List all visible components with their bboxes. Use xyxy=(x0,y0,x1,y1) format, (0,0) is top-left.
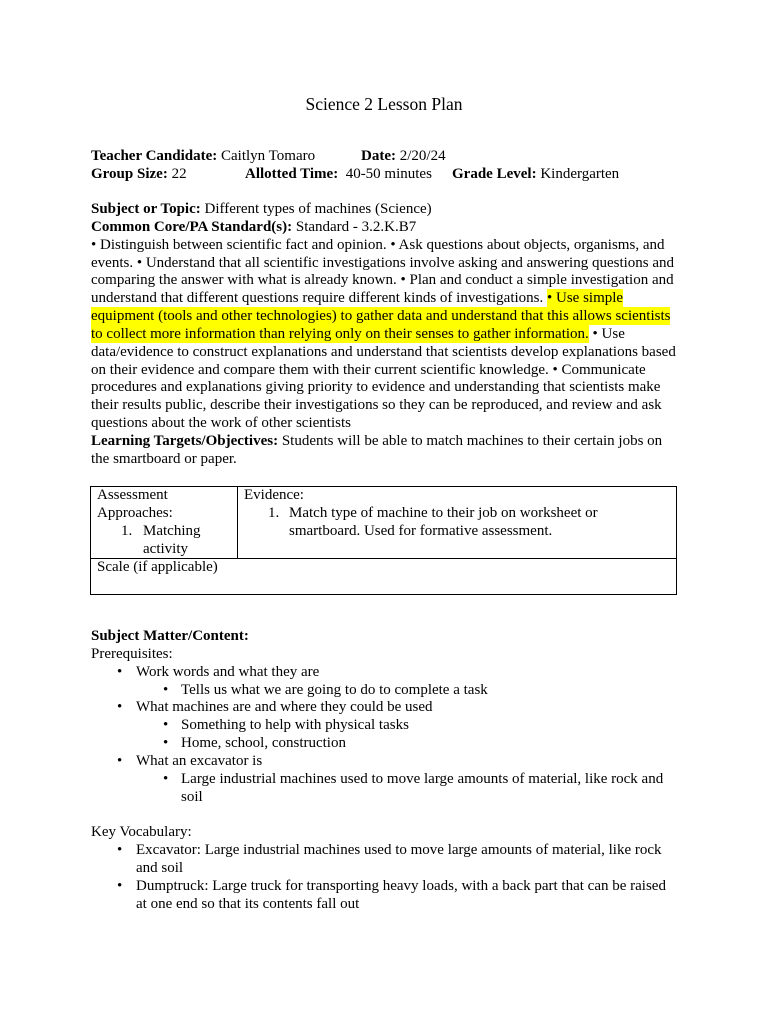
standards-text-line xyxy=(91,379,678,397)
highlighted-standards-text: • Use simple xyxy=(547,290,624,307)
standards-line xyxy=(91,219,678,237)
standards-text: on their evidence and compare them with their current scientific knowledge. • Communicate xyxy=(91,361,646,378)
highlighted-standards-text: equipment (tools and other technologies) to gather data and understand that this allows scientists xyxy=(91,308,671,325)
vocabulary-text: Dumptruck: Large truck for transporting heavy loads, with a back part that can be raised xyxy=(136,877,666,894)
prerequisite-subitem xyxy=(91,771,678,789)
info-line-group-time-grade xyxy=(91,166,678,184)
subject-matter-heading-text: Subject Matter/Content: xyxy=(91,628,249,644)
vocabulary-item xyxy=(91,878,678,896)
standards-text: • Use xyxy=(588,325,625,342)
scale-row xyxy=(91,559,676,594)
standards-text: understand that different questions require different kinds of investigations. xyxy=(91,290,548,307)
bullet-marker: • xyxy=(117,699,123,716)
prerequisite-subtext: Something to help with physical tasks xyxy=(181,717,409,734)
standards-text: comparing the answer with what is already known. • Plan and conduct a simple investigation and xyxy=(91,272,674,289)
scale-label: Scale (if applicable) xyxy=(97,559,218,575)
bullet-marker: • xyxy=(163,770,169,787)
prerequisite-subitem xyxy=(91,717,678,735)
date-label: Date: xyxy=(361,148,396,164)
subject-value: Different types of machines (Science) xyxy=(204,201,432,217)
bullet-marker: • xyxy=(117,877,123,894)
grade-level-field xyxy=(452,166,619,184)
bullet-marker: • xyxy=(163,717,169,734)
spacer xyxy=(91,806,678,824)
approach-item xyxy=(97,523,237,559)
approach-item-text: activity xyxy=(143,540,188,557)
standards-text-line xyxy=(91,290,678,308)
group-size-field xyxy=(91,166,187,184)
group-size-value: 22 xyxy=(171,165,187,182)
evidence-label: Evidence: xyxy=(244,487,304,503)
learning-targets-line xyxy=(91,433,678,451)
grade-level-value: Kindergarten xyxy=(540,165,620,182)
vocabulary-item xyxy=(91,842,678,860)
standards-text-line xyxy=(91,397,678,415)
lesson-details xyxy=(91,201,678,469)
evidence-item-text: Match type of machine to their job on worksheet or xyxy=(289,504,598,521)
evidence-item-text: smartboard. Used for formative assessment. xyxy=(289,522,553,539)
bullet-marker: • xyxy=(117,752,123,769)
assessment-approaches-cell xyxy=(91,487,238,558)
grade-level-label: Grade Level: xyxy=(452,165,537,182)
info-line-teacher-date xyxy=(91,148,678,166)
standards-text: procedures and explanations giving priority to evidence and understanding that scientists make xyxy=(91,379,661,396)
learning-targets-text: the smartboard or paper. xyxy=(91,450,237,467)
bullet-marker: • xyxy=(163,681,169,698)
prerequisite-item xyxy=(91,753,678,771)
prerequisite-subitem xyxy=(91,682,678,700)
assessment-table xyxy=(90,486,677,595)
standards-text: data/evidence to construct explanations and understand that scientists develop explanations based xyxy=(91,343,676,360)
evidence-item-number: 1. xyxy=(268,504,280,521)
vocabulary-item-continued xyxy=(91,860,678,878)
vocabulary-text: and soil xyxy=(136,859,184,876)
group-size-label: Group Size: xyxy=(91,165,168,182)
prerequisite-text: Work words and what they are xyxy=(136,663,320,680)
prerequisites-label: Prerequisites: xyxy=(91,645,173,662)
subject-line xyxy=(91,201,678,219)
standards-text-line xyxy=(91,272,678,290)
standards-text-line xyxy=(91,255,678,273)
learning-targets-label: Learning Targets/Objectives: xyxy=(91,432,279,449)
key-vocabulary-label: Key Vocabulary: xyxy=(91,824,192,841)
bullet-marker: • xyxy=(117,663,123,680)
prerequisite-item xyxy=(91,699,678,717)
teacher-candidate-label: Teacher Candidate: xyxy=(91,148,218,164)
approach-item-number: 1. xyxy=(121,522,133,539)
prerequisite-subtext: Large industrial machines used to move large amounts of material, like rock and xyxy=(181,770,664,787)
learning-targets-line xyxy=(91,451,678,469)
subject-matter-heading xyxy=(91,628,678,646)
standards-text-line xyxy=(91,308,678,326)
standards-text-line xyxy=(91,326,678,344)
teacher-candidate-field xyxy=(91,148,315,166)
standards-text: questions about the work of other scientists xyxy=(91,415,351,432)
evidence-item xyxy=(244,505,676,541)
standards-value: Standard - 3.2.K.B7 xyxy=(295,218,417,235)
prerequisite-subtext: soil xyxy=(181,788,203,805)
approach-item-text: Matching xyxy=(143,522,201,539)
bullet-marker: • xyxy=(117,842,123,859)
standards-text-line xyxy=(91,344,678,362)
standards-text: • Distinguish between scientific fact and opinion. • Ask questions about objects, organisms, and xyxy=(91,236,665,253)
standards-text: events. • Understand that all scientific investigations involve asking and answering questions and xyxy=(91,254,675,271)
subject-label: Subject or Topic: xyxy=(91,201,201,217)
subject-matter-section xyxy=(91,628,678,914)
prerequisite-subitem xyxy=(91,735,678,753)
prerequisite-item xyxy=(91,664,678,682)
vocabulary-text: at one end so that its contents fall out xyxy=(136,895,360,912)
standards-text-line xyxy=(91,237,678,255)
prerequisite-text: What machines are and where they could be used xyxy=(136,699,433,716)
prerequisite-text: What an excavator is xyxy=(136,752,263,769)
standards-text-line xyxy=(91,362,678,380)
date-value: 2/20/24 xyxy=(399,148,446,164)
allotted-time-field xyxy=(245,166,432,184)
learning-targets-text: Students will be able to match machines to their certain jobs on xyxy=(281,432,663,449)
approaches-label: Assessment xyxy=(97,487,168,503)
bullet-marker: • xyxy=(163,735,169,752)
document-title: Science 2 Lesson Plan xyxy=(305,94,463,114)
date-field xyxy=(361,148,446,166)
vocabulary-text: Excavator: Large industrial machines used to move large amounts of material, like rock xyxy=(136,842,662,859)
prerequisite-subtext: Home, school, construction xyxy=(181,735,346,752)
standards-text: their results public, describe their investigations so they can be reproduced, and review and ask xyxy=(91,397,662,414)
prerequisite-subtext: Tells us what we are going to do to complete a task xyxy=(181,681,488,698)
allotted-time-value: 40-50 minutes xyxy=(345,165,432,182)
teacher-candidate-value: Caitlyn Tomaro xyxy=(221,148,316,164)
standards-text-line xyxy=(91,415,678,433)
header-info xyxy=(91,148,678,184)
assessment-row xyxy=(91,487,676,559)
highlighted-standards-text: to collect more information than relying only on their senses to gather information. xyxy=(91,325,589,342)
standards-label: Common Core/PA Standard(s): xyxy=(91,218,293,235)
allotted-time-label: Allotted Time: xyxy=(245,165,339,182)
evidence-cell xyxy=(238,487,676,558)
prerequisite-subitem-continued xyxy=(91,789,678,807)
approaches-label: Approaches: xyxy=(97,504,173,521)
vocabulary-item-continued xyxy=(91,896,678,914)
